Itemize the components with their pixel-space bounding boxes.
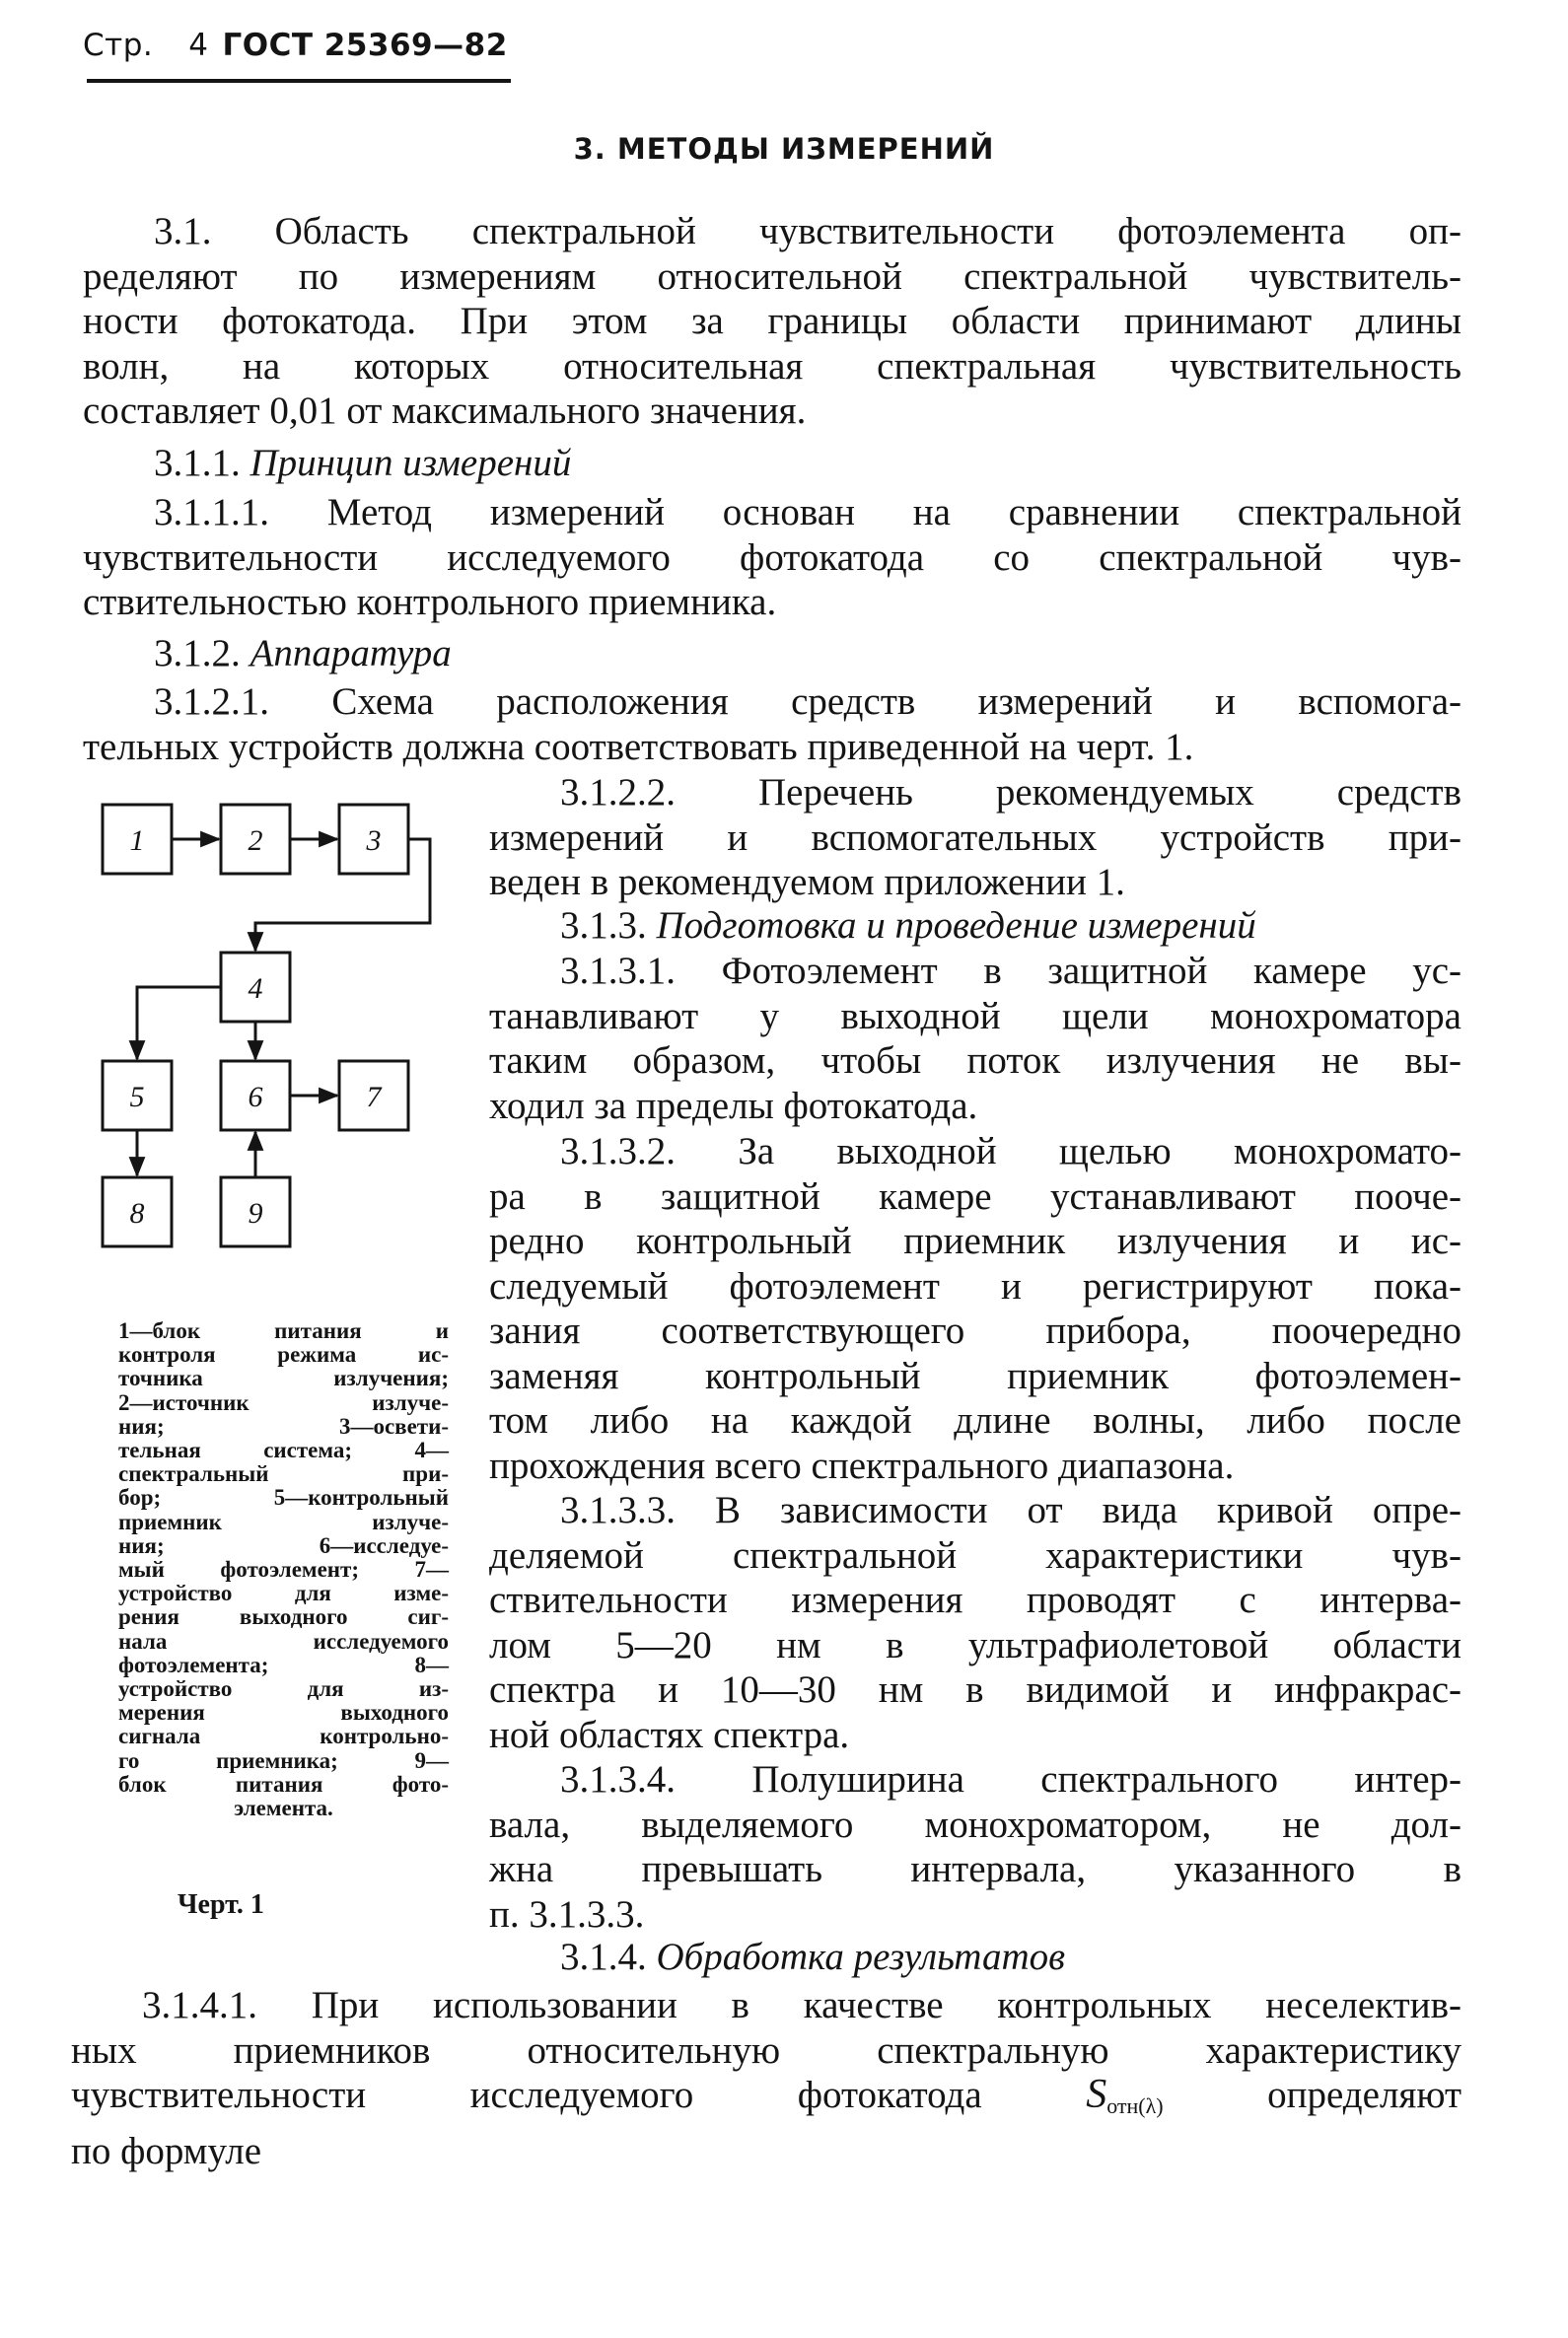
- arrow-4-5: [137, 987, 221, 1059]
- block-label: 6: [248, 1081, 263, 1113]
- caption-line: спектральный при-: [118, 1461, 449, 1487]
- caption-line: устройство для изме-: [118, 1581, 449, 1606]
- caption-line: приемник излуче-: [118, 1509, 449, 1534]
- block-label: 2: [248, 824, 263, 857]
- text-line: 3.1. Область спектральной чувствительности фотоэлемента оп-: [154, 210, 1461, 252]
- text-line: измерений и вспомогательных устройств при-: [489, 815, 1461, 859]
- text-line: тельных устройств должна соответствовать приведенной на черт. 1.: [83, 725, 1194, 768]
- caption-line: блок питания фото-: [118, 1771, 449, 1797]
- heading-number: 3.1.2.: [154, 632, 241, 674]
- text-line: зания соответствующего прибора, поочередно: [489, 1310, 1461, 1352]
- symbol-subscript: отн(λ): [1106, 2093, 1164, 2118]
- page-number: 4: [188, 28, 209, 63]
- caption-line: мый фотоэлемент; 7—: [118, 1557, 449, 1583]
- caption-line: нала исследуемого: [118, 1628, 449, 1654]
- block-label: 7: [366, 1081, 382, 1113]
- text-line: танавливают у выходной щели монохроматора: [489, 994, 1461, 1037]
- page-label: Стр.: [83, 28, 154, 63]
- caption-line: тельная система; 4—: [118, 1438, 449, 1463]
- text-line: том либо на каждой длине волны, либо после: [489, 1399, 1461, 1442]
- paragraph-3-1-1-1: [83, 490, 1461, 625]
- caption-line: сигнала контрольно-: [118, 1724, 449, 1749]
- caption-line: фотоэлемента; 8—: [118, 1652, 449, 1677]
- figure-caption: [118, 1319, 449, 1820]
- text-line: 3.1.1.1. Метод измерений основан на сравнении спектральной: [154, 491, 1461, 533]
- heading-3-1-2: [154, 631, 1041, 676]
- standard-number: ГОСТ 25369—82: [222, 28, 508, 63]
- heading-number: 3.1.3.: [560, 904, 647, 947]
- block-label: 4: [248, 972, 263, 1005]
- text-line: 3.1.3.2. За выходной щелью монохромато-: [560, 1130, 1461, 1172]
- paragraph-3-1-2-1: [83, 679, 1461, 769]
- text-line: ной областях спектра.: [489, 1713, 850, 1756]
- block-label: 5: [129, 1081, 145, 1113]
- paragraph-3-1-4-1: [71, 1983, 1461, 2173]
- arrow-3-4: [255, 839, 430, 951]
- page-header: [83, 28, 508, 63]
- heading-3-1-1: [154, 441, 1041, 486]
- text-line-formula-ref: [71, 2073, 1461, 2129]
- caption-line: контроля режима ис-: [118, 1342, 449, 1368]
- paragraph-3-1-3-4: [489, 1757, 1461, 1937]
- caption-line: элемента.: [234, 1796, 333, 1821]
- symbol-s: S: [1086, 2072, 1107, 2117]
- block-diagram-svg: [95, 797, 450, 1260]
- text-line: ходил за пределы фотокатода.: [489, 1084, 978, 1127]
- text-line: п. 3.1.3.3.: [489, 1892, 645, 1936]
- heading-title: Аппаратура: [249, 632, 452, 674]
- text-fragment: определяют: [1267, 2074, 1462, 2116]
- block-label: 8: [129, 1197, 145, 1230]
- text-line: вала, выделяемого монохроматором, не дол-: [489, 1803, 1461, 1846]
- caption-line: мерения выходного: [118, 1700, 449, 1726]
- section-title: 3. МЕТОДЫ ИЗМЕРЕНИЙ: [573, 132, 995, 166]
- block-label: 3: [366, 824, 382, 857]
- caption-line: точника излучения;: [118, 1366, 449, 1391]
- text-line: деляемой спектральной характеристики чув-: [489, 1533, 1461, 1577]
- paragraph-3-1-3-3: [489, 1488, 1461, 1757]
- text-line: ности фотокатода. При этом за границы области принимают длины: [83, 300, 1461, 342]
- heading-title: Принцип измерений: [249, 442, 572, 484]
- heading-3-1-4: [560, 1935, 1467, 1980]
- text-line: следуемый фотоэлемент и регистрируют пока-: [489, 1264, 1461, 1308]
- text-line: ствительностью контрольного приемника.: [83, 581, 777, 623]
- text-line: 3.1.3.4. Полуширина спектрального интер-: [560, 1758, 1461, 1801]
- text-fragment: чувствительности исследуемого фотокатода: [71, 2074, 982, 2116]
- caption-line: 2—источник излуче-: [118, 1389, 449, 1415]
- heading-number: 3.1.1.: [154, 442, 241, 484]
- text-line: заменяя контрольный приемник фотоэлемен-: [489, 1354, 1461, 1397]
- paragraph-3-1: [83, 209, 1461, 434]
- caption-line: бор; 5—контрольный: [118, 1485, 449, 1511]
- text-line: 3.1.2.1. Схема расположения средств измерений и вспомога-: [154, 680, 1461, 723]
- text-line: спектра и 10—30 нм в видимой и инфракрас-: [489, 1668, 1461, 1711]
- caption-line: ния; 6—исследуе-: [118, 1532, 449, 1558]
- text-line: 3.1.3.3. В зависимости от вида кривой опре-: [560, 1489, 1461, 1531]
- text-line: 3.1.3.1. Фотоэлемент в защитной камере ус-: [560, 950, 1461, 992]
- header-rule: [87, 79, 511, 83]
- caption-line: рения выходного сиг-: [118, 1604, 449, 1630]
- caption-line: 1—блок питания и: [118, 1318, 449, 1343]
- text-line: жна превышать интервала, указанного в: [489, 1848, 1461, 1890]
- block-diagram: [95, 797, 450, 1260]
- text-line: 3.1.4.1. При использовании в качестве контрольных неселектив-: [142, 1984, 1461, 2026]
- heading-title: Подготовка и проведение измерений: [656, 904, 1256, 947]
- paragraph-3-1-2-2: [489, 770, 1461, 905]
- paragraph-3-1-3-2: [489, 1129, 1461, 1488]
- paragraph-3-1-3-1: [489, 949, 1461, 1128]
- text-line: 3.1.2.2. Перечень рекомендуемых средств: [560, 771, 1461, 814]
- caption-line: устройство для из-: [118, 1676, 449, 1702]
- text-line: волн, на которых относительная спектральная чувствительность: [83, 344, 1461, 388]
- text-line: редно контрольный приемник излучения и ис-: [489, 1220, 1461, 1262]
- text-line: прохождения всего спектрального диапазона.: [489, 1444, 1235, 1487]
- heading-3-1-3: [560, 903, 1467, 949]
- heading-number: 3.1.4.: [560, 1936, 647, 1978]
- text-line: ра в защитной камере устанавливают пооче-: [489, 1174, 1461, 1218]
- text-line: ределяют по измерениям относительной спектральной чувствитель-: [83, 254, 1461, 298]
- text-line: по формуле: [71, 2129, 262, 2172]
- text-line: чувствительности исследуемого фотокатода со спектральной чув-: [83, 535, 1461, 579]
- text-line: ствительности измерения проводят с интерва-: [489, 1579, 1461, 1621]
- caption-line: го приемника; 9—: [118, 1747, 449, 1773]
- text-line: веден в рекомендуемом приложении 1.: [489, 861, 1125, 903]
- text-line: составляет 0,01 от максимального значения.: [83, 390, 807, 432]
- text-line: лом 5—20 нм в ультрафиолетовой области: [489, 1623, 1461, 1666]
- caption-line: ния; 3—освети-: [118, 1413, 449, 1439]
- block-label: 9: [248, 1197, 263, 1230]
- heading-title: Обработка результатов: [656, 1936, 1066, 1978]
- block-label: 1: [129, 824, 145, 857]
- text-line: таким образом, чтобы поток излучения не вы-: [489, 1039, 1461, 1082]
- text-line: ных приемников относительную спектральную характеристику: [71, 2028, 1461, 2072]
- figure-label: Черт. 1: [178, 1889, 264, 1920]
